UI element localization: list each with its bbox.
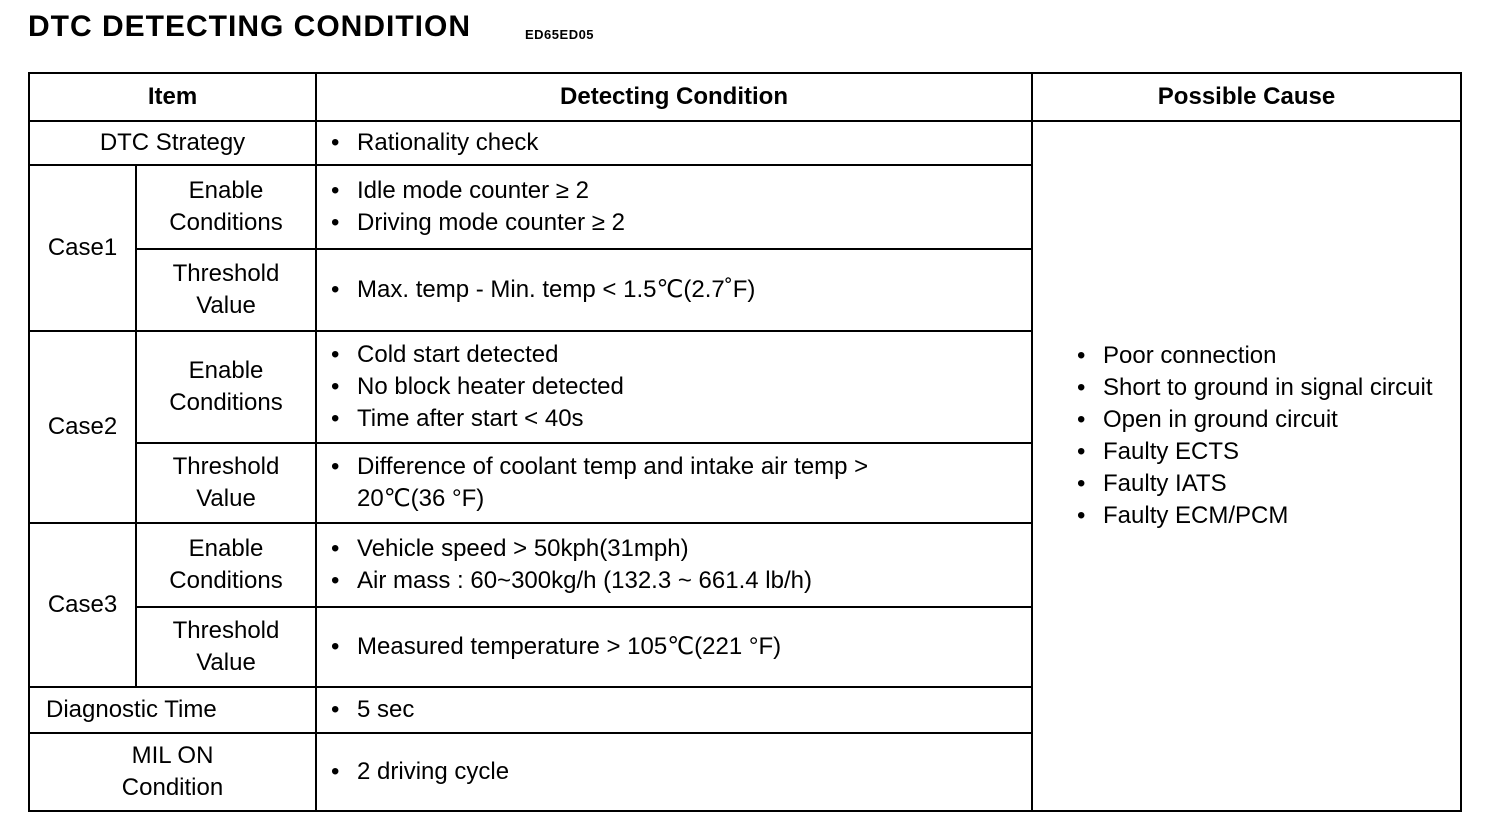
- possible-causes-list: [1033, 340, 1460, 532]
- list-item: • Max. temp - Min. temp < 1.5℃(2.7˚F): [357, 274, 1031, 306]
- cause-item: • Faulty ECM/PCM: [1103, 500, 1460, 532]
- mil-on-cell: [316, 733, 1032, 811]
- strategy-label: DTC Strategy: [29, 121, 316, 165]
- label-line: Value: [196, 649, 256, 676]
- mil-on-label: [29, 733, 316, 811]
- header-row: [29, 73, 1461, 121]
- case2-label: Case2: [29, 331, 136, 523]
- list-item: • No block heater detected: [357, 371, 1031, 403]
- label-line: Conditions: [169, 389, 283, 416]
- case3-threshold-cell: [316, 607, 1032, 687]
- dtc-condition-table: [28, 72, 1462, 812]
- list-item: • Cold start detected: [357, 339, 1031, 371]
- label-line: Threshold: [172, 453, 280, 480]
- diagnostic-time-label: Diagnostic Time: [29, 687, 316, 733]
- list-item: • Air mass : 60~300kg/h (132.3 ~ 661.4 lb/h): [357, 565, 1031, 597]
- case3-enable-cell: [316, 523, 1032, 607]
- list-item: • Measured temperature > 105℃(221 °F): [357, 631, 1031, 663]
- case2-enable-label: [136, 331, 316, 443]
- diagnostic-time-cell: [316, 687, 1032, 733]
- table-row: [29, 121, 1461, 165]
- list-item: • 5 sec: [357, 694, 1031, 726]
- cause-item: • Faulty ECTS: [1103, 436, 1460, 468]
- case2-enable-cell: [316, 331, 1032, 443]
- label-line: Value: [196, 292, 256, 319]
- list-item: • Time after start < 40s: [357, 403, 1031, 435]
- case3-label: Case3: [29, 523, 136, 687]
- page-title: DTC DETECTING CONDITION: [28, 10, 471, 43]
- header-detecting-condition: Detecting Condition: [316, 73, 1032, 121]
- list-item: • Rationality check: [357, 127, 1031, 159]
- label-line: MIL ON: [131, 742, 214, 769]
- list-item: • Driving mode counter ≥ 2: [357, 207, 1031, 239]
- label-line: Threshold: [172, 260, 280, 287]
- label-line: Conditions: [169, 209, 283, 236]
- cause-item: • Open in ground circuit: [1103, 404, 1460, 436]
- header-item: Item: [29, 73, 316, 121]
- label-line: Enable: [188, 177, 264, 204]
- case1-label: Case1: [29, 165, 136, 331]
- strategy-value-cell: [316, 121, 1032, 165]
- case1-threshold-label: [136, 249, 316, 331]
- case2-threshold-cell: [316, 443, 1032, 523]
- case3-threshold-label: [136, 607, 316, 687]
- label-line: Value: [196, 485, 256, 512]
- document-code: ED65ED05: [525, 27, 595, 42]
- case3-enable-label: [136, 523, 316, 607]
- cause-item: • Short to ground in signal circuit: [1103, 372, 1460, 404]
- label-line: Conditions: [169, 567, 283, 594]
- header-possible-cause: Possible Cause: [1032, 73, 1461, 121]
- case1-threshold-cell: [316, 249, 1032, 331]
- label-line: Condition: [121, 774, 224, 801]
- cause-item: • Faulty IATS: [1103, 468, 1460, 500]
- label-line: Threshold: [172, 617, 280, 644]
- list-item: • Idle mode counter ≥ 2: [357, 175, 1031, 207]
- label-line: Enable: [188, 535, 264, 562]
- case1-enable-label: [136, 165, 316, 249]
- label-line: Enable: [188, 357, 264, 384]
- case1-enable-cell: [316, 165, 1032, 249]
- case2-threshold-label: [136, 443, 316, 523]
- list-item: • Difference of coolant temp and intake air temp > 20℃(36 °F): [357, 451, 921, 515]
- cause-item: • Poor connection: [1103, 340, 1460, 372]
- list-item: • 2 driving cycle: [357, 756, 1031, 788]
- possible-causes-cell: [1032, 121, 1461, 811]
- list-item: • Vehicle speed > 50kph(31mph): [357, 533, 1031, 565]
